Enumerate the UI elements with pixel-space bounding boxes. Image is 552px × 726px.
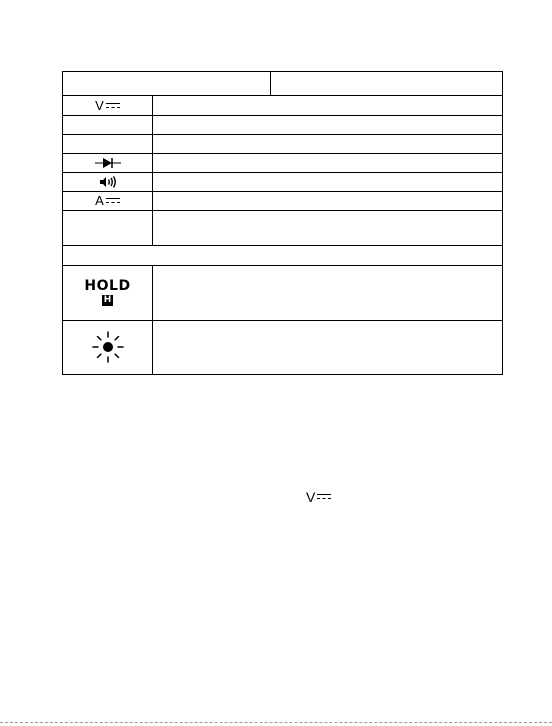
description-cell — [152, 320, 502, 374]
symbol-cell — [63, 191, 153, 210]
table-row-backlight — [62, 320, 503, 375]
description-cell — [152, 153, 502, 172]
description-cell — [152, 96, 502, 115]
dc-voltage-symbol — [95, 99, 120, 112]
table-row-dc-voltage — [62, 96, 503, 116]
buzzer-icon — [99, 175, 117, 189]
inline-dc-voltage-symbol — [306, 489, 331, 505]
symbol-cell — [63, 153, 153, 172]
symbol-cell — [63, 134, 153, 153]
hold-box-icon: H — [103, 295, 112, 305]
dc-icon — [106, 198, 120, 204]
table-row-dc-current — [62, 191, 503, 211]
table-row-diode — [62, 153, 503, 173]
function-table — [62, 71, 503, 375]
table-row-tall-blank — [62, 210, 503, 246]
description-cell — [152, 191, 502, 210]
hold-icon — [84, 279, 130, 306]
inline-symbol-letter: V — [306, 489, 316, 505]
table-row-continuity — [62, 172, 503, 192]
page-bottom-divider — [0, 722, 552, 723]
description-cell — [152, 172, 502, 191]
description-cell — [152, 115, 502, 134]
dc-icon — [317, 494, 331, 500]
table-row-hold — [62, 265, 503, 321]
symbol-cell — [63, 115, 153, 134]
description-cell — [152, 134, 502, 153]
symbol-cell — [63, 320, 153, 374]
description-cell — [152, 210, 502, 245]
dc-current-symbol — [95, 194, 120, 207]
table-row-blank-2 — [62, 134, 503, 154]
table-header-row — [62, 71, 503, 96]
description-cell — [152, 265, 502, 320]
backlight-sun-icon — [91, 330, 125, 364]
symbol-cell — [63, 265, 153, 320]
symbol-cell — [63, 210, 153, 245]
header-right-cell — [270, 72, 502, 95]
header-left-cell — [63, 72, 271, 95]
hold-label: HOLD — [84, 278, 131, 294]
diode-icon — [95, 157, 121, 169]
symbol-cell — [63, 172, 153, 191]
symbol-letter: A — [95, 193, 104, 208]
symbol-letter: V — [95, 98, 104, 113]
symbol-cell — [63, 96, 153, 115]
table-section-row — [62, 245, 503, 266]
dc-icon — [106, 103, 120, 109]
table-row-blank-1 — [62, 115, 503, 135]
